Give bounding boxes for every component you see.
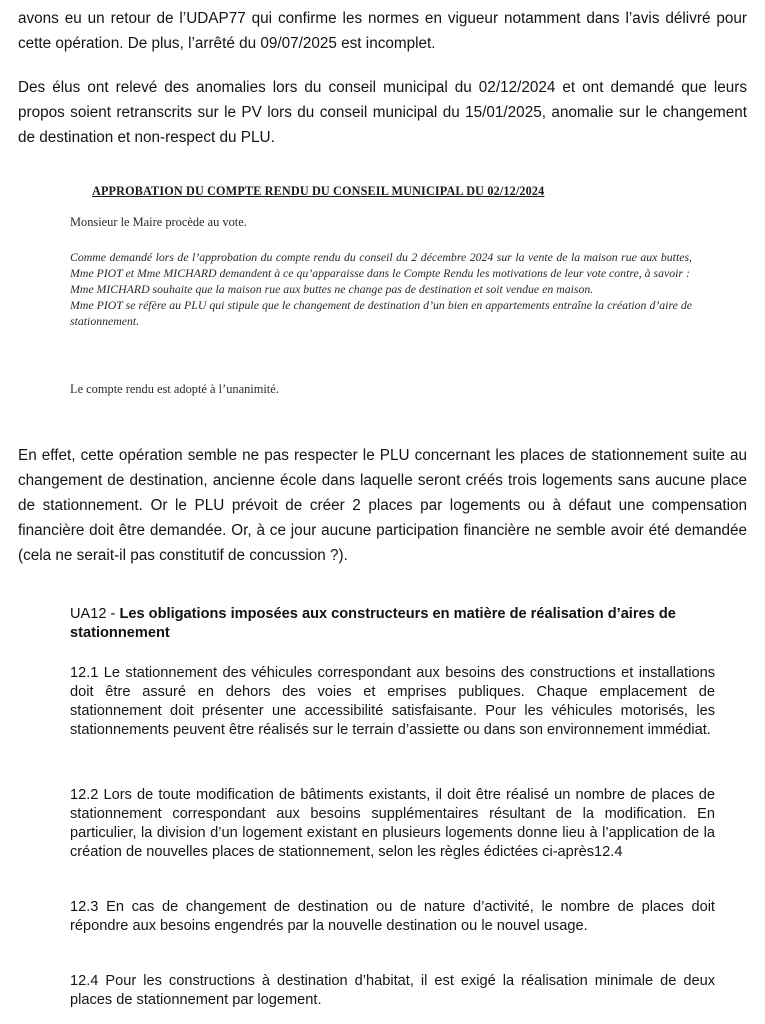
plu-section-12-3: 12.3 En cas de changement de destination ou de nature d’activité, le nombre de places doit répondre aux besoins engendrés par la nouvelle destination ou le nouvel usage. [70,899,715,934]
plu-article-code: UA12 - [70,606,120,622]
excerpt-adopted-block [70,381,695,397]
paragraph-council-anomalies: Des élus ont relevé des anomalies lors du conseil municipal du 02/12/2024 et ont demandé que leurs propos soient retranscrits sur le PV lors du conseil municipal du 15/01/2025, anomalie sur le changement de destination et non-respect du PLU. [18,79,747,146]
excerpt-title: APPROBATION DU COMPTE RENDU DU CONSEIL MUNICIPAL DU 02/12/2024 [92,184,545,198]
plu-section-12-1: 12.1 Le stationnement des véhicules correspondant aux besoins des constructions et installations doit être assuré en dehors des voies et emprises publiques. Chaque emplacement de stationnement doit présenter une accessibilité satisfaisante. Pour les véhicules motorisés, les stationnements peuvent être réalisés sur le terrain d’assiette ou dans son environnement immédiat. [70,665,715,738]
excerpt-request-block [70,249,692,329]
excerpt-request: Comme demandé lors de l’approbation du compte rendu du conseil du 2 décembre 2024 sur la vente de la maison rue aux buttes, Mme PIOT et Mme MICHARD demandent à ce qu’apparaisse dans le Compte Rendu les motivations de leur vote contre, à savoir : [70,250,692,280]
paragraph-udap-return: avons eu un retour de l’UDAP77 qui confirme les normes en vigueur notamment dans l’avis délivré pour cette opération. De plus, l’arrêté du 09/07/2025 est incomplet. [18,10,747,52]
plu-article-title: Les obligations imposées aux constructeurs en matière de réalisation d’aires de stationnement [70,606,676,641]
paragraph-parking-analysis: En effet, cette opération semble ne pas respecter le PLU concernant les places de stationnement suite au changement de destination, ancienne école dans laquelle seront créés trois logements sans aucune place de stationnement. Or le PLU prévoit de créer 2 places par logements ou à défaut une compensation financière doit être demandée. Or, à ce jour aucune participation financière ne semble avoir été demandée (cela ne serait-il pas constitutif de concussion ?). [18,447,747,564]
plu-section-12-2: 12.2 Lors de toute modification de bâtiments existants, il doit être réalisé un nombre de places de stationnement correspondant aux besoins supplémentaires résultant de la modification. En particulier, la division d’un logement existant en plusieurs logements donne lieu à l’application de la création de nouvelles places de stationnement, selon les règles édictées ci-après12.4 [70,787,715,860]
excerpt-piot: Mme PIOT se réfère au PLU qui stipule que le changement de destination d’un bien en appartements entraîne la création d’aire de stationnement. [70,298,692,328]
excerpt-vote-line: Monsieur le Maire procède au vote. [70,215,247,229]
excerpt-adopted: Le compte rendu est adopté à l’unanimité. [70,382,279,396]
plu-section-12-4: 12.4 Pour les constructions à destination d’habitat, il est exigé la réalisation minimale de deux places de stationnement par logement. [70,973,715,1008]
plu-article-heading [70,605,720,643]
council-minutes-excerpt [70,214,695,230]
excerpt-michard: Mme MICHARD souhaite que la maison rue aux buttes ne change pas de destination et soit vendue en maison. [70,282,594,296]
